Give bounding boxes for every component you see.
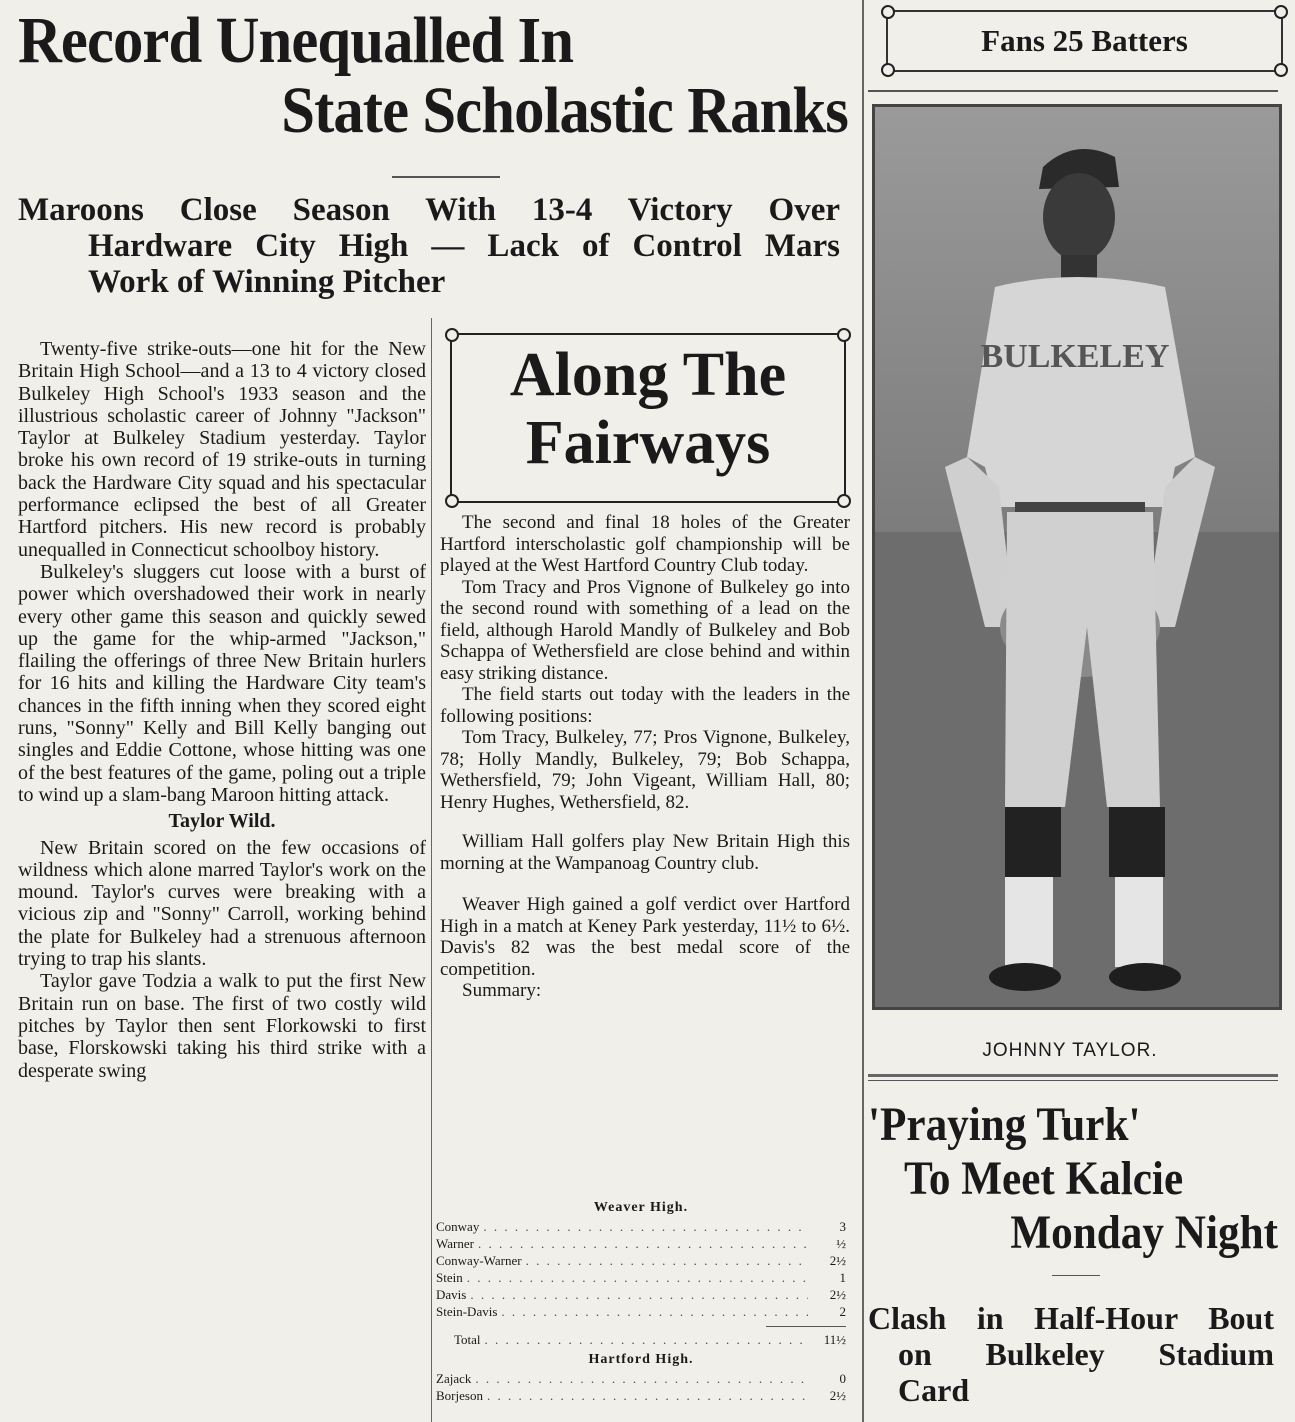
player-photo [872,104,1282,1010]
box-corner-ornament [445,328,459,342]
turk-subheadline [868,1300,1274,1408]
fairways-paragraph: The second and final 18 holes of the Greater Hartford interscholastic golf championship will be played at the West Hartford Country Club today. [440,512,850,576]
section-rule [868,1080,1278,1081]
headline-divider [1052,1275,1100,1276]
article-paragraph: Twenty-five strike-outs—one hit for the New Britain High School—and a 13 to 4 victory closed Bulkeley High School's 1933 season and the illustrious scholastic career of Johnny "Jackson" Taylor at Bulkeley Stadium yesterday. Taylor broke his own record of 19 strike-outs in turning back the Hardware City squad and his spectacular performance eclipsed the best of all Greater Hartford pitchers. His new record is probably unequalled in Connecticut schoolboy history. [18,338,426,561]
hartford-header: Hartford High. [588,1352,694,1367]
fairways-title-line-1: Along The [509,341,787,409]
headline-line-2: State Scholastic Ranks [281,74,848,147]
subheadline [18,192,840,300]
article-left-column [18,338,426,1422]
box-corner-ornament [837,494,851,508]
total-row: Total . . . 11½ [436,1331,846,1348]
table-row: Zajack . . . 0 [436,1370,846,1387]
article-paragraph: Bulkeley's sluggers cut loose with a burst of power which overshadowed their work in nearly every other game this season and quickly sewed up the game for the whip-armed "Jackson," flailing the offerings of three New Britain hurlers for 16 hits and killing the Hardware City team's chances in the fifth inning when they scored eight runs, "Sonny" Kelly and Bill Kelly banging out singles and Eddie Cottone, whose hitting was one of the best features of the game, poling out a triple to wind up a slam-bang Maroon hitting attack. [18,560,426,806]
turk-subhead-line-3: Card [898,1372,970,1408]
headline-divider [392,176,500,178]
fans-headline: Fans 25 Batters [981,23,1188,58]
column-rule-right [862,0,864,1422]
turk-headline [868,1098,1278,1260]
column-rule-left [431,318,432,1422]
turk-subhead-line-1: Clash in Half-Hour Bout [868,1300,1274,1336]
baseball-player-illustration [875,107,1279,1007]
photo-caption: JOHNNY TAYLOR. [982,1040,1158,1061]
section-rule [868,1074,1278,1077]
fairways-paragraph: Tom Tracy and Pros Vignone of Bulkeley go into the second round with something of a lead on the field, although Harold Mandly of Bulkeley and Bob Schappa of Wethersfield are close behind and within easy striking distance. [440,576,850,684]
weaver-header: Weaver High. [593,1200,689,1215]
table-row: Davis . . . 2½ [436,1286,846,1303]
fairways-column [440,512,850,1002]
subhead-line-2: Hardware City High — Lack of Control Mars [88,228,840,264]
box-corner-ornament [881,63,895,77]
article-paragraph: New Britain scored on the few occasions of wildness which alone marred Taylor's work on the mound. Taylor's curves were breaking with a vicious zip and "Sonny" Carroll, working behind the plate for Bulkeley had a strenuous afternoon trying to trap his slants. [18,836,426,971]
box-corner-ornament [1274,5,1288,19]
headline-line-1: Record Unequalled In [18,4,574,77]
table-row: Conway . . . 3 [436,1218,846,1235]
turk-subhead-line-2: on Bulkeley Stadium [898,1336,1274,1372]
main-headline [18,6,848,146]
jersey-lettering: BULKELEY [980,338,1170,375]
fairways-paragraph: William Hall golfers play New Britain High this morning at the Wampanoag Country club. [440,831,850,874]
box-corner-ornament [881,5,895,19]
golf-summary-table [436,1196,846,1404]
table-row: Stein . . . 1 [436,1269,846,1286]
fairways-paragraph: Weaver High gained a golf verdict over Hartford High in a match at Keney Park yesterday, 11½ to 6½. Davis's 82 was the best medal score of the competition. [440,894,850,980]
table-row: Conway-Warner . . . 2½ [436,1252,846,1269]
article-paragraph: Taylor gave Todzia a walk to put the first New Britain run on base. The first of two costly wild pitches by Taylor then sent Florkowski to first base, Florskowski taking his third strike with a desperate swing [18,970,426,1082]
article-subheading: Taylor Wild. [168,810,276,833]
turk-headline-line-1: 'Praying Turk' [868,1098,1141,1151]
turk-headline-line-3: Monday Night [1010,1206,1278,1259]
subhead-line-1: Maroons Close Season With 13-4 Victory Over [18,192,840,228]
fairways-title [452,335,844,477]
box-corner-ornament [837,328,851,342]
fairways-title-line-2: Fairways [525,409,771,477]
table-row: Stein-Davis . . . 2 [436,1303,846,1320]
box-corner-ornament [445,494,459,508]
fairways-title-box [450,333,846,503]
section-rule [868,90,1278,92]
summary-label: Summary: [462,980,542,1001]
subhead-line-3: Work of Winning Pitcher [88,264,446,300]
table-row: Borjeson . . . 2½ [436,1387,846,1404]
turk-headline-line-2: To Meet Kalcie [904,1152,1184,1205]
total-rule [766,1326,846,1327]
table-row: Warner . . . ½ [436,1235,846,1252]
fans-headline-box [886,10,1283,72]
box-corner-ornament [1274,63,1288,77]
fairways-paragraph: The field starts out today with the leaders in the following positions: [440,684,850,727]
fairways-paragraph: Tom Tracy, Bulkeley, 77; Pros Vignone, Bulkeley, 78; Holly Mandly, Bulkeley, 79; Bob Schappa, Wethersfield, 79; John Vigeant, William Hall, 80; Henry Hughes, Wethersfield, 82. [440,727,850,813]
